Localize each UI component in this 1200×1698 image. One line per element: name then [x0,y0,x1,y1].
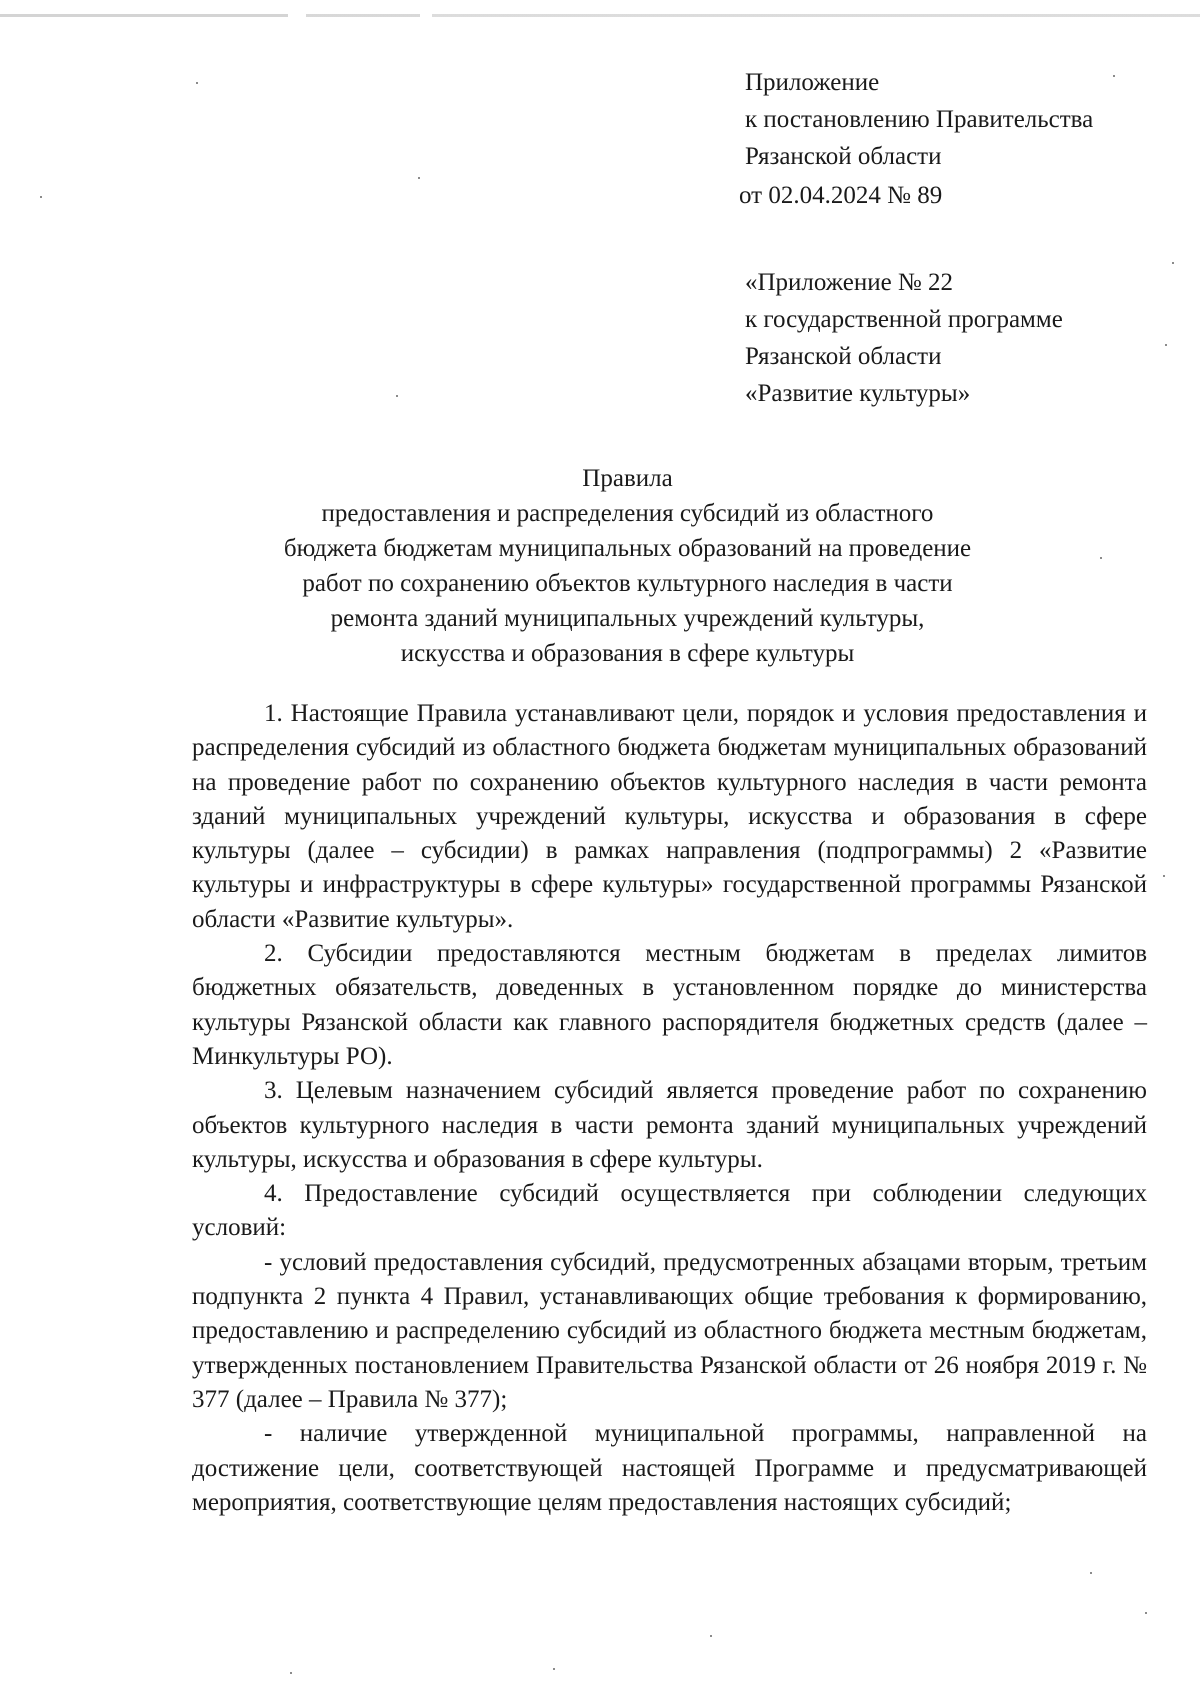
program-annex-name: «Развитие культуры» [745,380,971,407]
document-title [190,461,1065,671]
scan-speck [710,1635,712,1637]
paragraph-4-condition-1: - условий предоставления субсидий, предусмотренных абзацами вторым, третьим подпункта 2 пункта 4 Правил, устанавливающих общие требования к формированию, предоставлению и распределению субсидий из областного бюджета местным бюджетам, утвержденных постановлением Правительства Рязанской области от 26 ноября 2019 г. № 377 (далее – Правила № 377); [192,1248,1147,1413]
annex-region: Рязанской области [745,143,942,170]
annex-date: от 02.04.2024 № 89 [739,182,943,209]
scan-speck [290,1672,292,1674]
scan-speck [396,395,398,397]
document-body [192,697,1147,1520]
scan-speck [553,1668,555,1670]
program-annex-header [745,264,1063,412]
title-line-3: бюджета бюджетам муниципальных образований на проведение [283,535,972,562]
title-line-5: ремонта зданий муниципальных учреждений культуры, [330,605,925,632]
scan-speck [1172,262,1174,264]
program-annex-region: Рязанской области [745,343,942,370]
title-line-1: Правила [582,465,673,492]
scan-speck [1145,1612,1147,1614]
scan-speck [1163,875,1165,877]
title-line-4: работ по сохранению объектов культурного наследия в части [302,570,953,597]
paragraph-4-condition-2: - наличие утвержденной муниципальной программы, направленной на достижение цели, соответствующей настоящей Программе и предусматривающей мероприятия, соответствующие целям предоставления настоящих субсидий; [192,1420,1147,1516]
paragraph-1: 1. Настоящие Правила устанавливают цели, порядок и условия предоставления и распределения субсидий из областного бюджета бюджетам муниципальных образований на проведение работ по сохранению объектов культурного наследия в части ремонта зданий муниципальных учреждений культуры, искусства и образования в сфере культуры (далее – субсидии) в рамках направления (подпрограммы) 2 «Развитие культуры и инфраструктуры в сфере культуры» государственной программы Рязанской области «Развитие культуры». [192,700,1147,933]
scan-speck [1100,557,1102,559]
scan-speck [1165,344,1167,346]
scan-edge-line [0,14,1200,17]
title-line-6: искусства и образования в сфере культуры [400,640,855,667]
scan-speck [196,82,198,84]
scan-speck [1113,75,1115,77]
program-annex-program: к государственной программе [745,306,1063,333]
program-annex-label: «Приложение № 22 [745,269,954,296]
paragraph-2: 2. Субсидии предоставляются местным бюджетам в пределах лимитов бюджетных обязательств, доведенных в установленном порядке до министерства культуры Рязанской области как главного распорядителя бюджетных средств (далее – Минкультуры РО). [192,940,1147,1070]
title-line-2: предоставления и распределения субсидий из областного [321,500,934,527]
scan-speck [40,196,42,198]
annex-header [739,64,1094,214]
annex-resolution: к постановлению Правительства [745,106,1094,133]
scan-speck [1090,1572,1092,1574]
annex-label: Приложение [745,69,880,96]
paragraph-3: 3. Целевым назначением субсидий является проведение работ по сохранению объектов культурного наследия в части ремонта зданий муниципальных учреждений культуры, искусства и образования в сфере культуры. [192,1077,1147,1173]
scan-speck [418,177,420,179]
paragraph-4: 4. Предоставление субсидий осуществляется при соблюдении следующих условий: [192,1180,1147,1242]
